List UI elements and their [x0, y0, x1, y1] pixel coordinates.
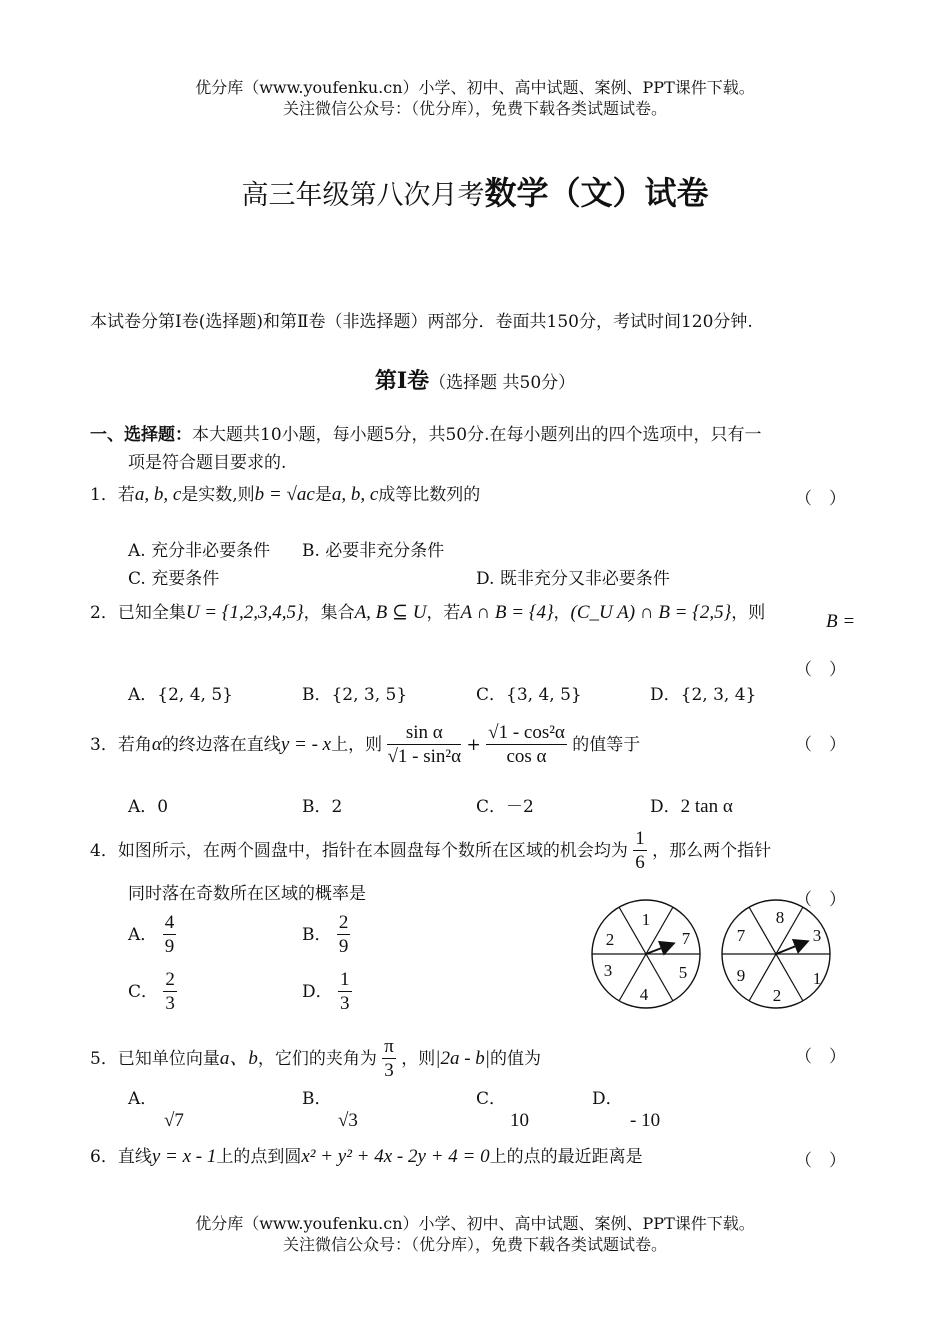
disk-2-number: 1 — [812, 969, 822, 988]
q5-number: 5． — [90, 1049, 118, 1069]
q1-option-a: A. 充分非必要条件 — [128, 541, 271, 561]
disk-1-number: 3 — [603, 961, 613, 980]
q3-fraction-2 — [486, 722, 567, 769]
disk-1-number: 4 — [639, 985, 649, 1004]
q5-fraction-numerator: π — [384, 1036, 394, 1057]
q4-option-c-label: C． — [128, 982, 159, 1002]
q5-text: ，它们的夹角为 — [257, 1049, 377, 1069]
q2-math-intersection: A ∩ B = {4} — [460, 602, 554, 623]
q5-option-d-math: - 10 — [630, 1110, 661, 1131]
footer-line-1: 优分库（www.youfenku.cn）小学、初中、高中试题、案例、PPT课件下载。 — [195, 1214, 755, 1233]
title-prefix: 高三年级第八次月考 — [241, 180, 485, 211]
q4-option-b-numerator: 2 — [338, 912, 349, 933]
q1-math-abc: a, b, c — [134, 484, 182, 505]
q4-option-b-denominator: 9 — [338, 936, 349, 957]
q3-math-line: y = - x — [280, 734, 332, 755]
q3-option-d-label: D． — [650, 797, 681, 817]
q5-option-a-label: A． — [128, 1089, 158, 1109]
q3-option-d-math: 2 tan α — [680, 796, 733, 817]
q5-option-b-math: √3 — [338, 1110, 358, 1131]
q1-option-c: C. 充要条件 — [128, 569, 220, 589]
q3-option-b: B．2 — [302, 797, 343, 817]
q2-text: ，则 — [731, 603, 766, 623]
section-title-main: 第Ⅰ卷 — [374, 368, 430, 394]
q4-text: 如图所示，在两个圆盘中，指针在本圆盘每个数所在区域的机会均为 — [117, 841, 628, 861]
q3-fraction-1-numerator: sin α — [387, 722, 461, 745]
q5-option-c-math: 10 — [510, 1110, 529, 1131]
disk-2-number: 8 — [775, 908, 785, 927]
exam-title — [0, 168, 950, 214]
q5-option-c — [476, 1088, 529, 1132]
q5-option-c-label: C． — [476, 1089, 507, 1109]
q6-text: 上的点到圆 — [216, 1147, 302, 1167]
q3-text: 上，则 — [331, 735, 383, 755]
q3-fraction-2-denominator: cos α — [506, 746, 547, 767]
title-main: 数学（文）试卷 — [484, 174, 709, 212]
q3-text: 若角 — [117, 735, 152, 755]
q4-option-a-fraction — [163, 912, 177, 959]
q1-text: 成等比数列的 — [378, 485, 481, 505]
q4-answer-paren: （ ） — [795, 890, 846, 910]
q2-text: ， — [553, 603, 571, 623]
q5-fraction-denominator: 3 — [384, 1060, 394, 1081]
disk-2-number: 3 — [812, 926, 822, 945]
q5-option-b-label: B． — [302, 1089, 332, 1109]
q2-number: 2． — [90, 603, 118, 623]
q4-option-d-denominator: 3 — [340, 993, 350, 1014]
q3-option-d — [650, 796, 733, 818]
q4-option-a-denominator: 9 — [164, 936, 175, 957]
question-3 — [90, 722, 640, 769]
spinner-disk-1 — [592, 900, 700, 1008]
question-1 — [90, 484, 480, 506]
q2-math-u: U = {1,2,3,4,5} — [185, 602, 304, 623]
q4-option-b — [302, 912, 350, 959]
q1-number: 1． — [90, 485, 118, 505]
disk-2-pointer — [776, 942, 806, 954]
q3-answer-paren: （ ） — [795, 735, 846, 755]
q4-option-c-denominator: 3 — [165, 993, 175, 1014]
q2-option-b: B．{2, 3, 5} — [302, 685, 408, 705]
q6-math-circle: x² + y² + 4x - 2y + 4 = 0 — [301, 1146, 490, 1167]
q3-option-a: A．0 — [128, 797, 169, 817]
q3-math-alpha: α — [151, 734, 162, 755]
disk-1-number: 7 — [681, 929, 691, 948]
q2-math-ab-subset: A, B ⊆ U — [354, 602, 427, 623]
q4-option-a-numerator: 4 — [164, 912, 175, 933]
q1-math-abc: a, b, c — [331, 484, 379, 505]
q4-option-d — [302, 969, 352, 1016]
footer-line-2: 关注微信公众号：（优分库），免费下载各类试题试卷。 — [282, 1235, 667, 1254]
question-6 — [90, 1146, 643, 1168]
q3-text: 的值等于 — [572, 735, 641, 755]
q3-option-c: C．－2 — [476, 797, 534, 817]
q5-text: ，则 — [401, 1049, 436, 1069]
header-line-2: 关注微信公众号：（优分库），免费下载各类试题试卷。 — [282, 99, 667, 118]
disk-1-number: 1 — [641, 910, 651, 929]
q1-option-b: B. 必要非充分条件 — [302, 541, 445, 561]
q1-math-b-sqrt: b = √ac — [254, 484, 315, 505]
header-line-1: 优分库（www.youfenku.cn）小学、初中、高中试题、案例、PPT课件下载。 — [195, 78, 755, 97]
q3-fraction-1 — [387, 722, 461, 769]
question-5 — [90, 1036, 541, 1083]
q5-answer-paren: （ ） — [795, 1047, 846, 1067]
q5-text: 已知单位向量 — [117, 1049, 220, 1069]
q4-option-d-label: D． — [302, 982, 333, 1002]
q4-option-a — [128, 912, 176, 959]
q2-text: ，集合 — [303, 603, 355, 623]
q4-option-c-fraction — [163, 969, 177, 1016]
part-desc-1: 本大题共10小题，每小题5分，共50分.在每小题列出的四个选项中，只有一 — [192, 425, 762, 445]
part-description — [90, 424, 761, 446]
q3-number: 3． — [90, 735, 118, 755]
disk-1-number: 2 — [605, 930, 615, 949]
disk-2-number: 2 — [772, 986, 782, 1005]
q3-plus: + — [466, 735, 481, 755]
q4-text-line-2: 同时落在奇数所在区域的概率是 — [128, 884, 366, 904]
q2-text: ，若 — [426, 603, 461, 623]
exam-intro: 本试卷分第Ⅰ卷(选择题)和第Ⅱ卷（非选择题）两部分．卷面共150分，考试时间120分钟. — [90, 312, 753, 332]
q3-text: 的终边落在直线 — [161, 735, 281, 755]
q1-text: 若 — [117, 485, 135, 505]
q4-option-c-numerator: 2 — [165, 969, 175, 990]
part-desc-2: 项是符合题目要求的. — [128, 453, 287, 473]
part-label: 一、选择题： — [90, 425, 192, 445]
q2-answer-paren: （ ） — [795, 660, 846, 680]
q1-text: 是 — [314, 485, 332, 505]
disk-1-number: 5 — [678, 963, 688, 982]
q4-number: 4． — [90, 841, 118, 861]
q5-option-d-label: D． — [592, 1089, 623, 1109]
q1-answer-paren: （ ） — [795, 489, 846, 509]
q6-number: 6． — [90, 1147, 118, 1167]
q4-option-d-numerator: 1 — [340, 969, 350, 990]
q5-text: 的值为 — [490, 1049, 542, 1069]
q4-option-a-label: A． — [128, 925, 158, 945]
q4-fraction-denominator: 6 — [635, 852, 645, 873]
q3-fraction-1-denominator: √1 - sin²α — [387, 746, 462, 767]
q4-option-d-fraction — [338, 969, 352, 1016]
q4-text: ，那么两个指针 — [652, 841, 772, 861]
spinner-disk-2 — [722, 900, 830, 1008]
q4-spinner-figure — [586, 896, 846, 1016]
q2-option-a: A．{2, 4, 5} — [128, 685, 233, 705]
q5-option-a-math: √7 — [164, 1110, 184, 1131]
question-4 — [90, 828, 771, 875]
q5-option-a — [128, 1088, 184, 1132]
q4-fraction-numerator: 1 — [635, 828, 645, 849]
q5-fraction — [382, 1036, 396, 1083]
q6-text: 直线 — [117, 1147, 152, 1167]
q6-math-line: y = x - 1 — [151, 1146, 217, 1167]
question-2 — [90, 602, 765, 624]
section-title-sub: （选择题 共50分） — [429, 373, 576, 393]
section-title — [0, 364, 950, 395]
q4-option-b-fraction — [337, 912, 351, 959]
q5-option-d — [592, 1088, 660, 1132]
q2-option-d: D．{2, 3, 4} — [650, 685, 757, 705]
q4-option-c — [128, 969, 177, 1016]
q1-option-d: D. 既非充分又非必要条件 — [476, 569, 670, 589]
q5-option-b — [302, 1088, 358, 1132]
q1-text: 是实数,则 — [181, 485, 255, 505]
disk-1-pointer — [646, 944, 672, 954]
q6-answer-paren: （ ） — [795, 1151, 846, 1171]
q5-math-abs: |2a - b| — [435, 1048, 491, 1069]
q4-option-b-label: B． — [302, 925, 332, 945]
q3-fraction-2-numerator: √1 - cos²α — [488, 722, 565, 743]
disk-2-number: 7 — [736, 926, 746, 945]
q6-text: 上的点的最近距离是 — [489, 1147, 643, 1167]
q2-math-b: B = — [826, 611, 856, 632]
q2-option-c: C．{3, 4, 5} — [476, 685, 582, 705]
q5-math-vectors: a、b — [219, 1048, 258, 1069]
q4-fraction — [633, 828, 647, 875]
q2-math-complement: (C_U A) ∩ B = {2,5} — [570, 602, 732, 623]
disk-2-number: 9 — [736, 966, 746, 985]
q2-text: 已知全集 — [117, 603, 186, 623]
